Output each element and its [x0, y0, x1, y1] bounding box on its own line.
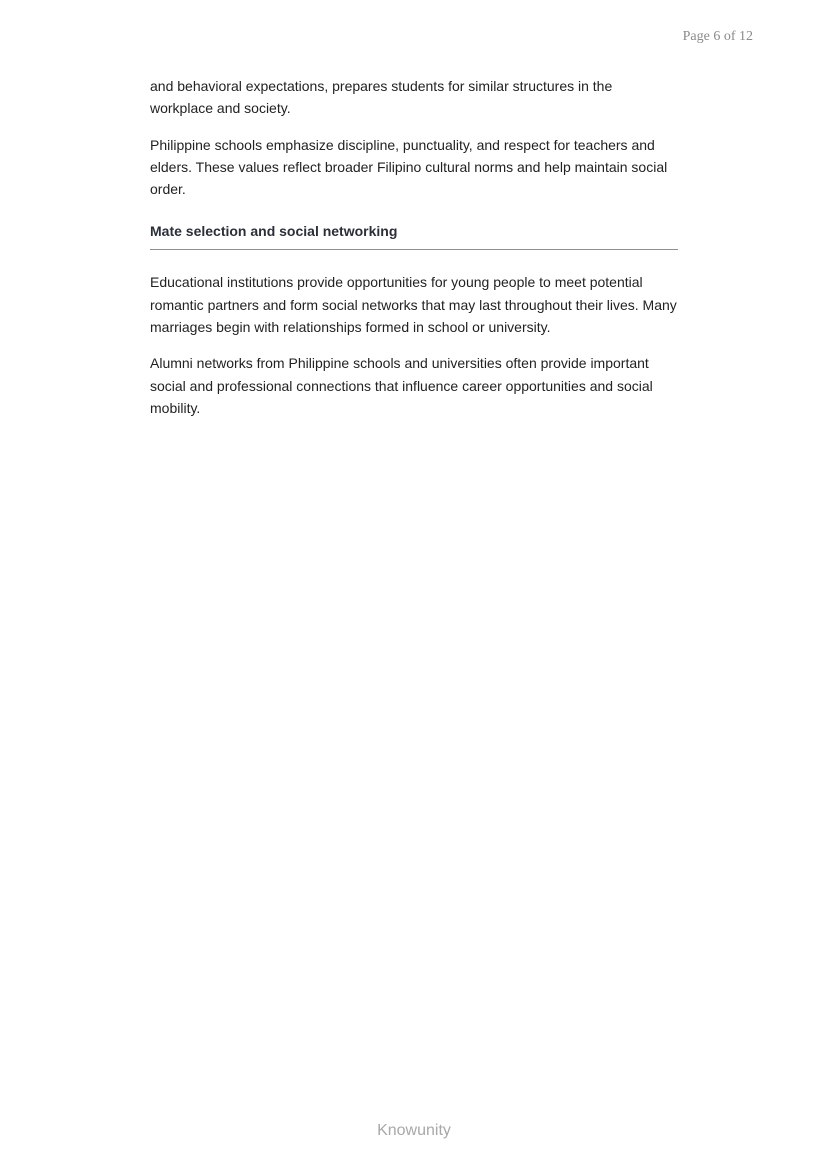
- section-divider: [150, 249, 678, 250]
- footer-brand-logo: Knowunity: [377, 1122, 451, 1139]
- paragraph-alumni-networks: Alumni networks from Philippine schools and universities often provide important social and professional connections that influence career opportunities and social mobility.: [150, 355, 653, 416]
- document-body: [150, 75, 678, 433]
- page-number: Page 6 of 12: [682, 29, 753, 44]
- paragraph-discipline: Philippine schools emphasize discipline, punctuality, and respect for teachers and elders. These values reflect broader Filipino cultural norms and help maintain social order.: [150, 136, 668, 198]
- paragraph-continuation: and behavioral expectations, prepares students for similar structures in the workplace and society.: [150, 78, 613, 117]
- section-heading: Mate selection and social networking: [150, 223, 398, 240]
- paragraph-mate-selection: Educational institutions provide opportunities for young people to meet potential romantic partners and form social networks that may last throughout their lives. Many marriages begin with relationships formed in school or university.: [150, 274, 677, 336]
